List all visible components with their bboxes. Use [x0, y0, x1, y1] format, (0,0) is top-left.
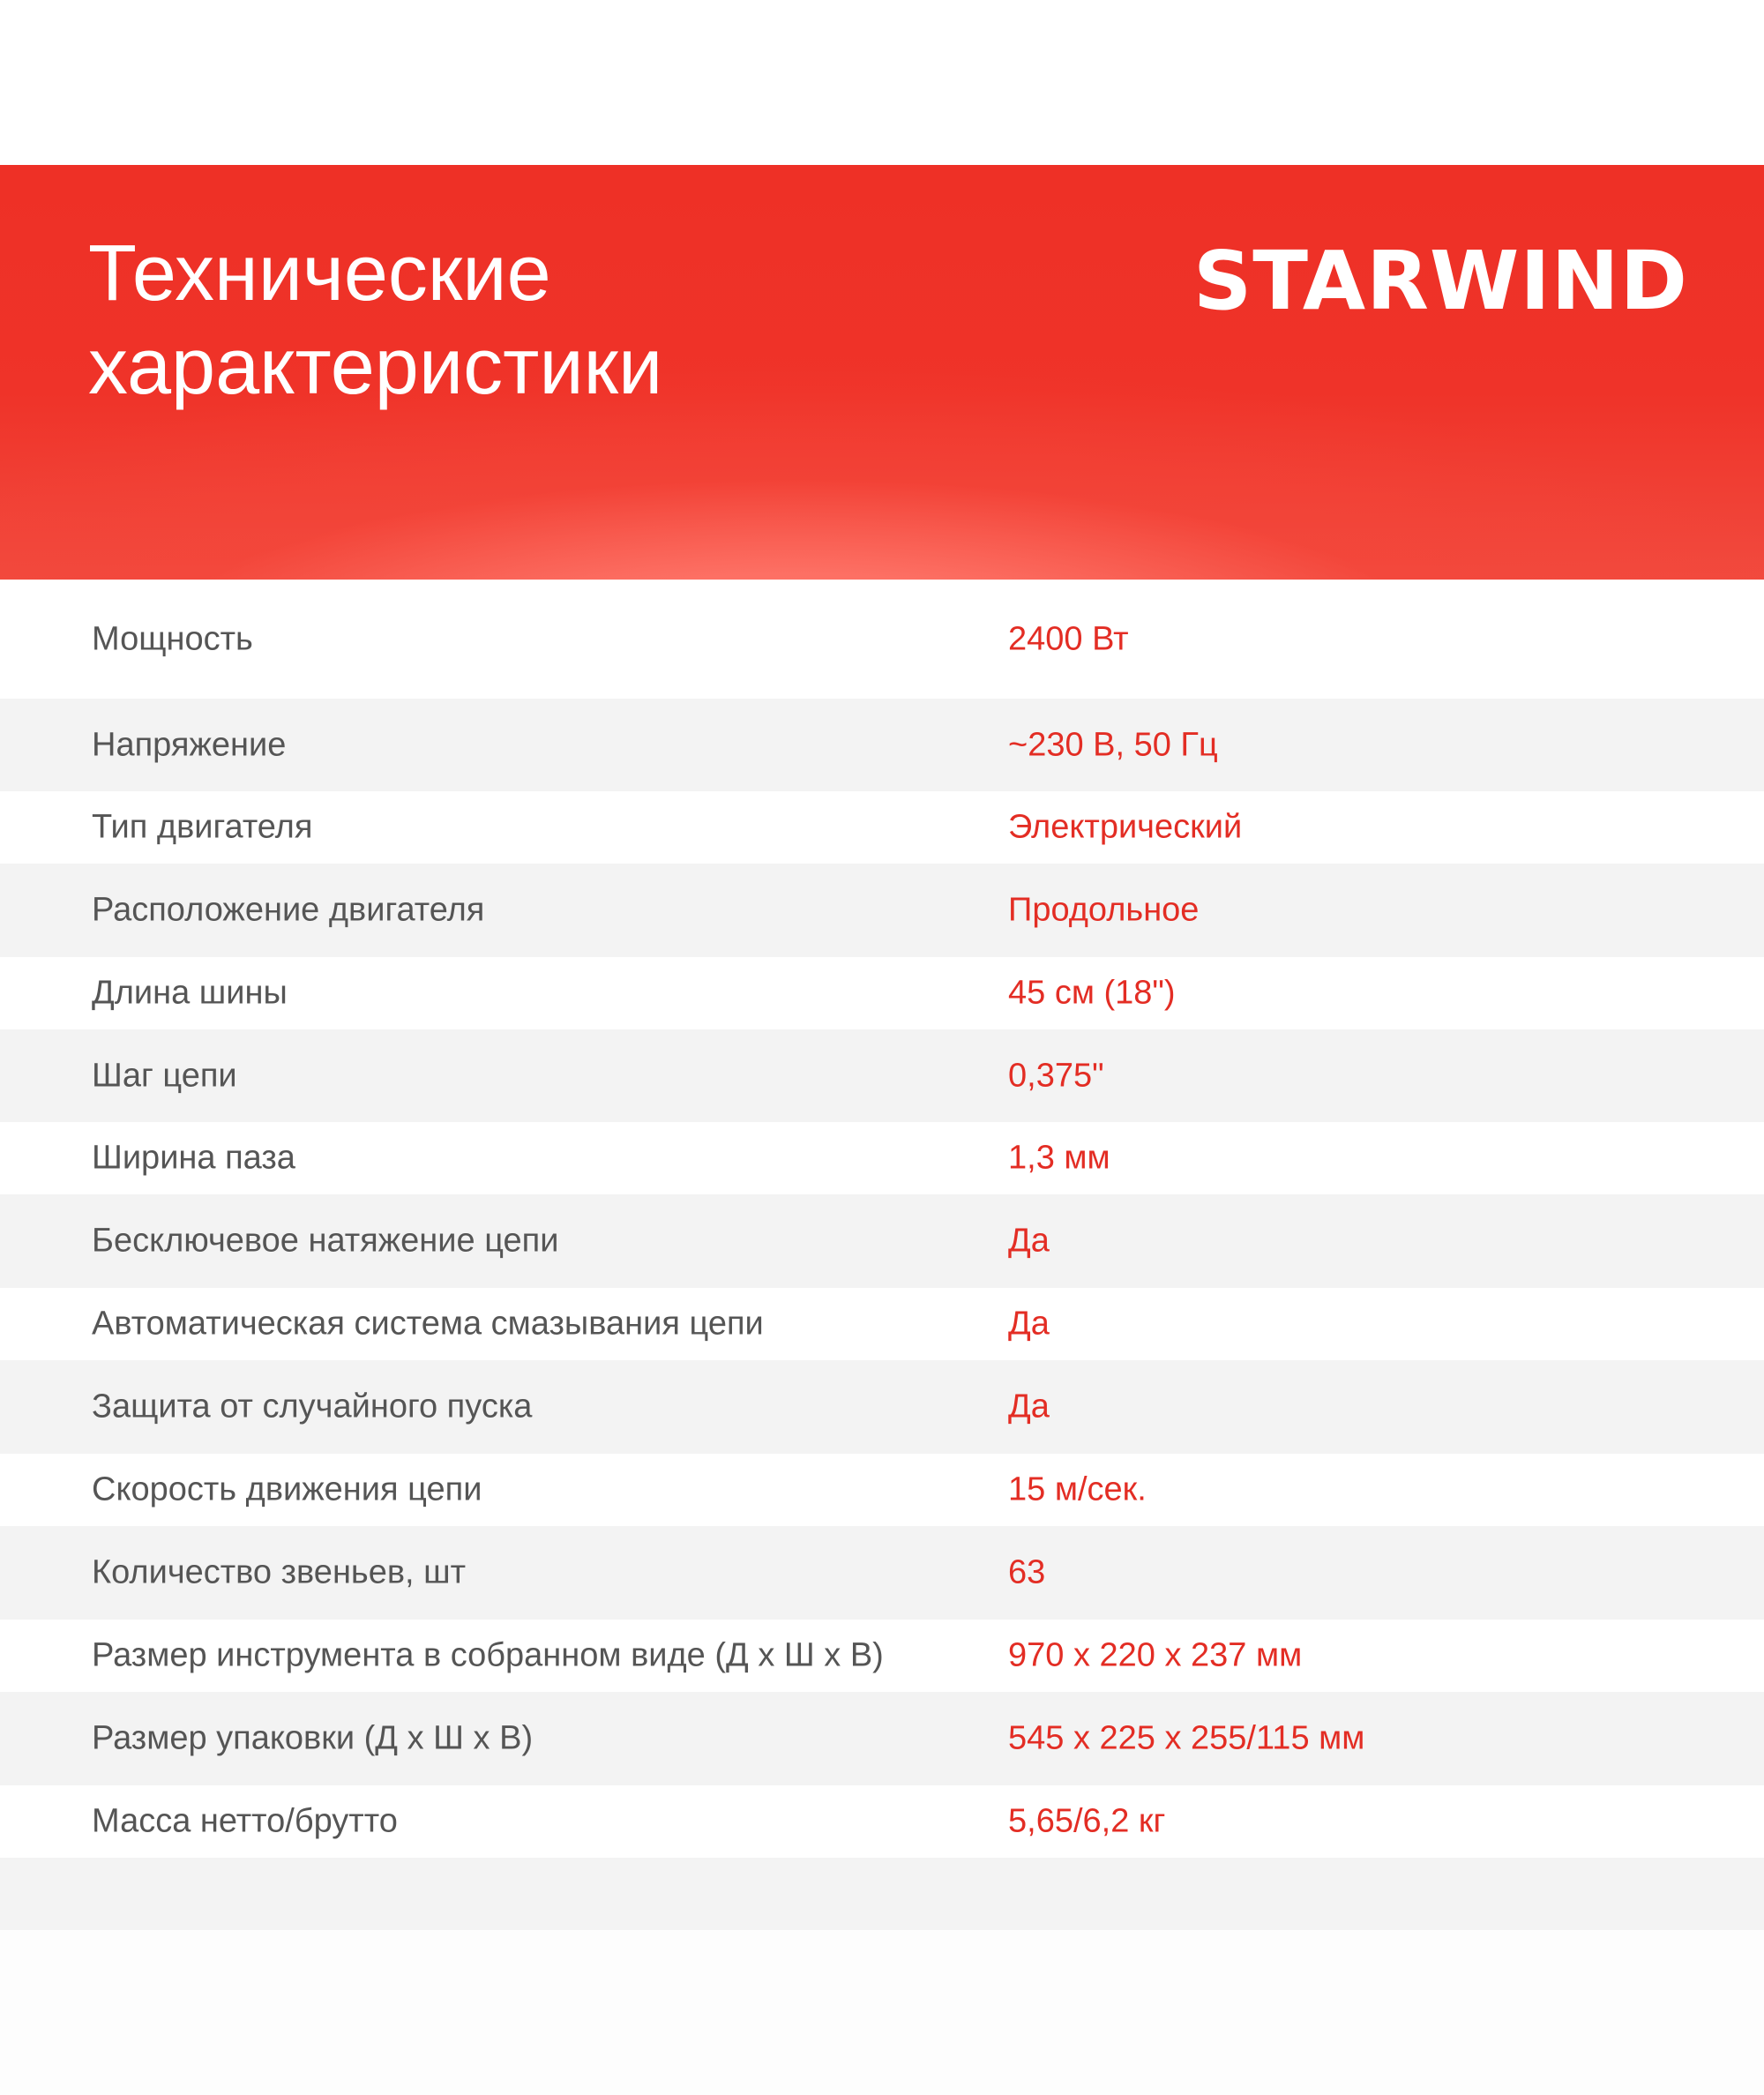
spec-label: Ширина паза [92, 1139, 295, 1177]
spec-row-tool-size [0, 1620, 1764, 1692]
spec-value: 970 х 220 х 237 мм [1008, 1636, 1303, 1674]
page-title-line-2: характеристики [88, 323, 663, 411]
spec-label: Расположение двигателя [92, 891, 485, 929]
spec-label: Длина шины [92, 974, 288, 1012]
spec-row-motor-position [0, 864, 1764, 957]
spec-value: 45 см (18") [1008, 974, 1176, 1012]
spec-label: Напряжение [92, 726, 287, 763]
spec-label: Защита от случайного пуска [92, 1388, 533, 1425]
spec-label: Количество звеньев, шт [92, 1553, 467, 1591]
spec-label: Масса нетто/брутто [92, 1802, 398, 1840]
spec-row-chain-speed [0, 1454, 1764, 1526]
spec-value: 0,375" [1008, 1057, 1104, 1094]
spec-value: 1,3 мм [1008, 1139, 1110, 1177]
spec-row-auto-lubrication [0, 1288, 1764, 1360]
spec-row-motor-type [0, 791, 1764, 864]
spec-row-chain-pitch [0, 1029, 1764, 1122]
spec-row-power [0, 580, 1764, 699]
spec-value: Да [1008, 1305, 1050, 1343]
table-footer-band [0, 1858, 1764, 1930]
spec-value: Продольное [1008, 891, 1200, 929]
spec-value: 63 [1008, 1553, 1046, 1591]
spec-label: Тип двигателя [92, 808, 313, 846]
spec-value: Электрический [1008, 808, 1243, 846]
spec-row-keyless-tension [0, 1194, 1764, 1288]
spec-row-link-count [0, 1526, 1764, 1620]
spec-label: Размер упаковки (Д х Ш х В) [92, 1719, 534, 1757]
spec-label: Мощность [92, 620, 253, 657]
spec-value: 5,65/6,2 кг [1008, 1802, 1166, 1840]
spec-label: Шаг цепи [92, 1057, 237, 1094]
spec-label: Скорость движения цепи [92, 1470, 482, 1508]
spec-value: 2400 Вт [1008, 620, 1129, 657]
spec-table [0, 580, 1764, 1930]
spec-label: Размер инструмента в собранном виде (Д х Ш х В) [92, 1636, 884, 1674]
spec-value: 545 х 225 х 255/115 мм [1008, 1719, 1365, 1757]
spec-value: Да [1008, 1388, 1050, 1425]
spec-value: 15 м/сек. [1008, 1470, 1147, 1508]
top-whitespace [0, 0, 1764, 165]
spec-row-weight [0, 1785, 1764, 1858]
spec-row-groove-width [0, 1122, 1764, 1194]
spec-row-bar-length [0, 957, 1764, 1029]
spec-row-voltage [0, 699, 1764, 791]
spec-label: Бесключевое натяжение цепи [92, 1222, 559, 1260]
spec-value: Да [1008, 1222, 1050, 1260]
header-banner [0, 165, 1764, 580]
spec-value: ~230 В, 50 Гц [1008, 726, 1218, 763]
spec-label: Автоматическая система смазывания цепи [92, 1305, 764, 1343]
spec-row-start-protection [0, 1360, 1764, 1454]
page-title-line-1: Технические [88, 229, 551, 318]
spec-row-package-size [0, 1692, 1764, 1785]
brand-logo: STARWIND [1193, 234, 1688, 328]
page-title [88, 227, 882, 414]
